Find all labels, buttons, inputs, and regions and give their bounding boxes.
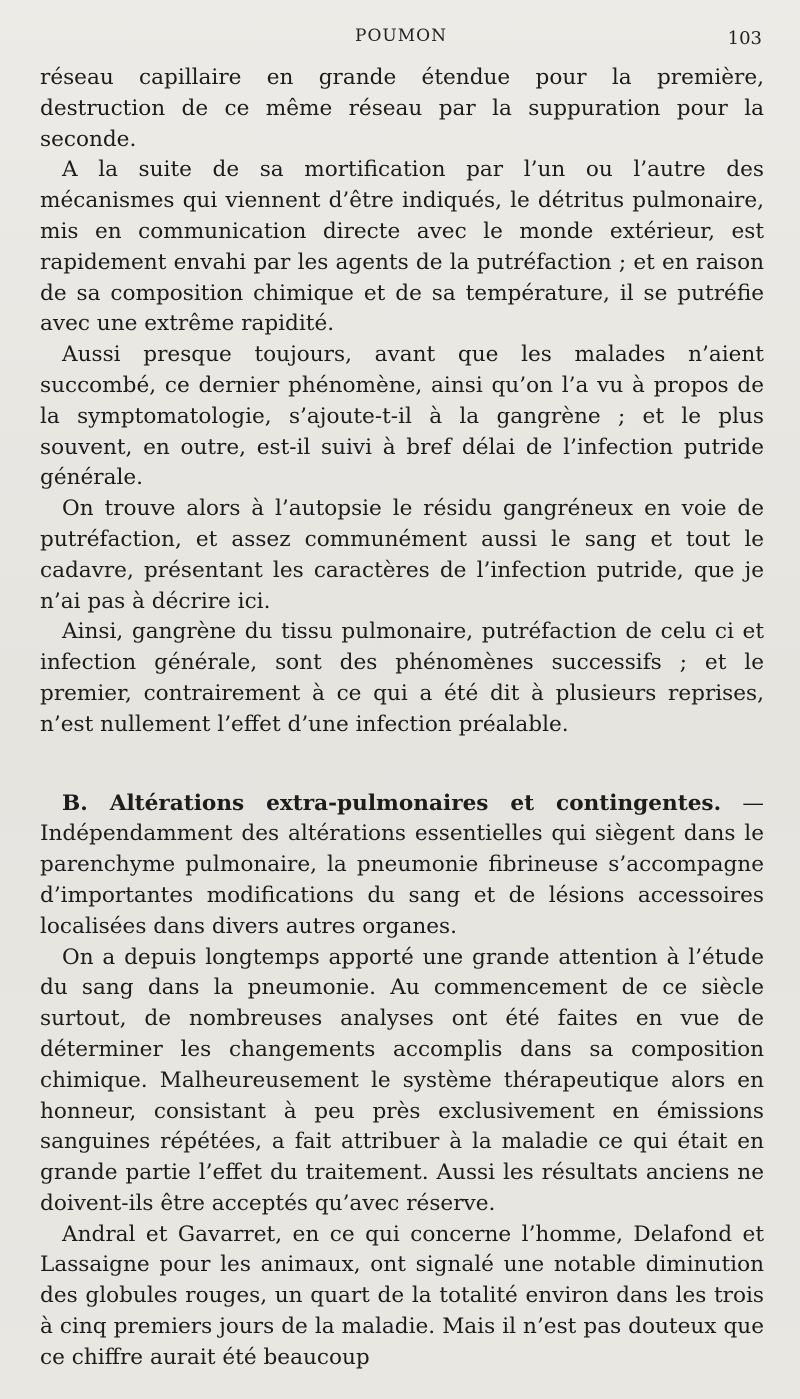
- section-opening-paragraph: [40, 789, 764, 943]
- running-title: POUMON: [355, 26, 447, 46]
- page-number: 103: [727, 28, 762, 49]
- paragraph: Andral et Gavarret, en ce qui concerne l’homme, Delafond et Lassaigne pour les animaux, ont signalé une notable diminution des globules rouges, un quart de la totalité environ dans les trois à cinq premiers jours de la maladie. Mais il n’est pas douteux que ce chiffre aurait été beaucoup: [40, 1221, 764, 1370]
- section-spacer: [40, 741, 764, 789]
- paragraph: A la suite de sa mortification par l’un ou l’autre des mécanismes qui viennent d’être indiqués, le détritus pulmonaire, mis en communication directe avec le monde extérieur, est rapidement envahi par les agents de la putréfaction ; et en raison de sa composition chimique et de sa température, il se putréfie avec une extrême rapidité.: [40, 157, 764, 337]
- paragraph: Aussi presque toujours, avant que les malades n’aient succombé, ce dernier phénomène, ainsi qu’on l’a vu à propos de la symptomatologie, s’ajoute-t-il à la gangrène ; et le plus souvent, en outre, est-il suivi à bref délai de l’infection putride générale.: [40, 342, 764, 491]
- paragraph: On a depuis longtemps apporté une grande attention à l’étude du sang dans la pneumonie. Au commencement de ce siècle surtout, de nombreuses analyses ont été faites en vue de déterminer les changements accomplis dans sa composition chimique. Malheureusement le système thérapeutique alors en honneur, consistant à peu près exclusivement en émissions sanguines répétées, a fait attribuer à la maladie ce qui était en grande partie l’effet du traitement. Aussi les résultats anciens ne doivent-ils être acceptés qu’avec réserve.: [40, 944, 764, 1216]
- paragraph: Ainsi, gangrène du tissu pulmonaire, putréfaction de celu ci et infection générale, sont des phénomènes successifs ; et le premier, contrairement à ce qui a été dit à plusieurs reprises, n’est nullement l’effet d’une infection préalable.: [40, 619, 764, 737]
- section-heading: B. Altérations extra-pulmonaires et contingentes.: [62, 790, 722, 816]
- paragraph: On trouve alors à l’autopsie le résidu gangréneux en voie de putréfaction, et assez communément aussi le sang et tout le cadavre, présentant les caractères de l’infection putride, que je n’ai pas à décrire ici.: [40, 496, 764, 614]
- section-heading-text: — Indépendamment des altérations essentielles qui siègent dans le parenchyme pulmonaire, la pneumonie fibrineuse s’accompagne d’importantes modifications du sang et de lésions accessoires localisées dans divers autres organes.: [40, 790, 764, 939]
- page-body: [40, 63, 764, 1374]
- paragraph: réseau capillaire en grande étendue pour la première, destruction de ce même réseau par la suppuration pour la seconde.: [40, 65, 764, 152]
- running-head: [40, 26, 762, 56]
